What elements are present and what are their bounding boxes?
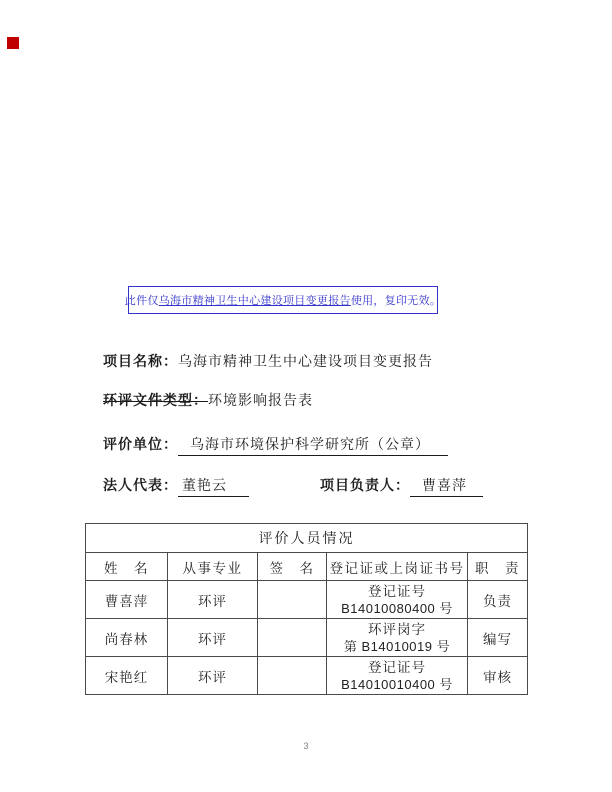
field-project-name xyxy=(103,351,433,371)
cert-type: 登记证号 xyxy=(368,659,426,675)
cell-signature xyxy=(258,619,327,657)
header-duty: 职 责 xyxy=(468,553,528,581)
cell-signature xyxy=(258,657,327,695)
notice-prefix: 此件仅 xyxy=(124,295,159,307)
cell-specialty: 环评 xyxy=(168,619,258,657)
project-lead-value: 曹喜萍 xyxy=(410,479,483,497)
project-name-label: 项目名称： xyxy=(103,355,178,370)
cell-signature xyxy=(258,581,327,619)
cell-cert xyxy=(327,657,468,695)
notice-suffix: 使用，复印无效。 xyxy=(350,295,442,307)
legal-rep-value: 董艳云 xyxy=(178,479,249,497)
table-row xyxy=(86,619,528,657)
cell-name: 宋艳红 xyxy=(86,657,168,695)
agency-label: 评价单位： xyxy=(103,438,178,453)
page-number: 3 xyxy=(303,741,309,751)
cert-number: B14010010400 号 xyxy=(341,676,453,692)
agency-value: 乌海市环境保护科学研究所（公章） xyxy=(178,438,448,456)
cert-number: B14010080400 号 xyxy=(341,600,453,616)
table-title: 评价人员情况 xyxy=(86,524,528,553)
project-lead-label: 项目负责人： xyxy=(320,479,410,494)
doc-type-value: 环境影响报告表 xyxy=(208,394,313,409)
cell-duty: 负责 xyxy=(468,581,528,619)
header-specialty: 从事专业 xyxy=(168,553,258,581)
field-doc-type xyxy=(103,390,313,410)
header-name: 姓 名 xyxy=(86,553,168,581)
cell-duty: 编写 xyxy=(468,619,528,657)
copy-notice-text xyxy=(125,292,441,308)
field-legal-rep xyxy=(103,479,249,497)
cell-duty: 审核 xyxy=(468,657,528,695)
field-project-lead xyxy=(320,475,483,495)
copy-notice-box xyxy=(124,286,442,314)
doc-type-label: 环评文件类型： xyxy=(103,394,208,409)
cert-type: 环评岗字 xyxy=(368,621,426,637)
cell-cert xyxy=(327,581,468,619)
red-stamp-mark xyxy=(7,37,19,49)
notice-underlined-title: 乌海市精神卫生中心建设项目变更报告 xyxy=(158,295,351,307)
table-title-row xyxy=(86,524,528,553)
table-row xyxy=(86,657,528,695)
personnel-table xyxy=(85,523,528,695)
cell-cert xyxy=(327,619,468,657)
cell-name: 曹喜萍 xyxy=(86,581,168,619)
header-cert-number: 登记证或上岗证书号 xyxy=(327,553,468,581)
table-header-row xyxy=(86,553,528,581)
field-representatives xyxy=(103,475,509,495)
cert-number: 第 B14010019 号 xyxy=(343,638,451,654)
field-agency xyxy=(103,434,448,454)
legal-rep-label: 法人代表： xyxy=(103,479,178,494)
cell-name: 尚春林 xyxy=(86,619,168,657)
cert-type: 登记证号 xyxy=(368,583,426,599)
cell-specialty: 环评 xyxy=(168,657,258,695)
cell-specialty: 环评 xyxy=(168,581,258,619)
table-row xyxy=(86,581,528,619)
project-name-value: 乌海市精神卫生中心建设项目变更报告 xyxy=(178,355,433,370)
header-signature: 签 名 xyxy=(258,553,327,581)
